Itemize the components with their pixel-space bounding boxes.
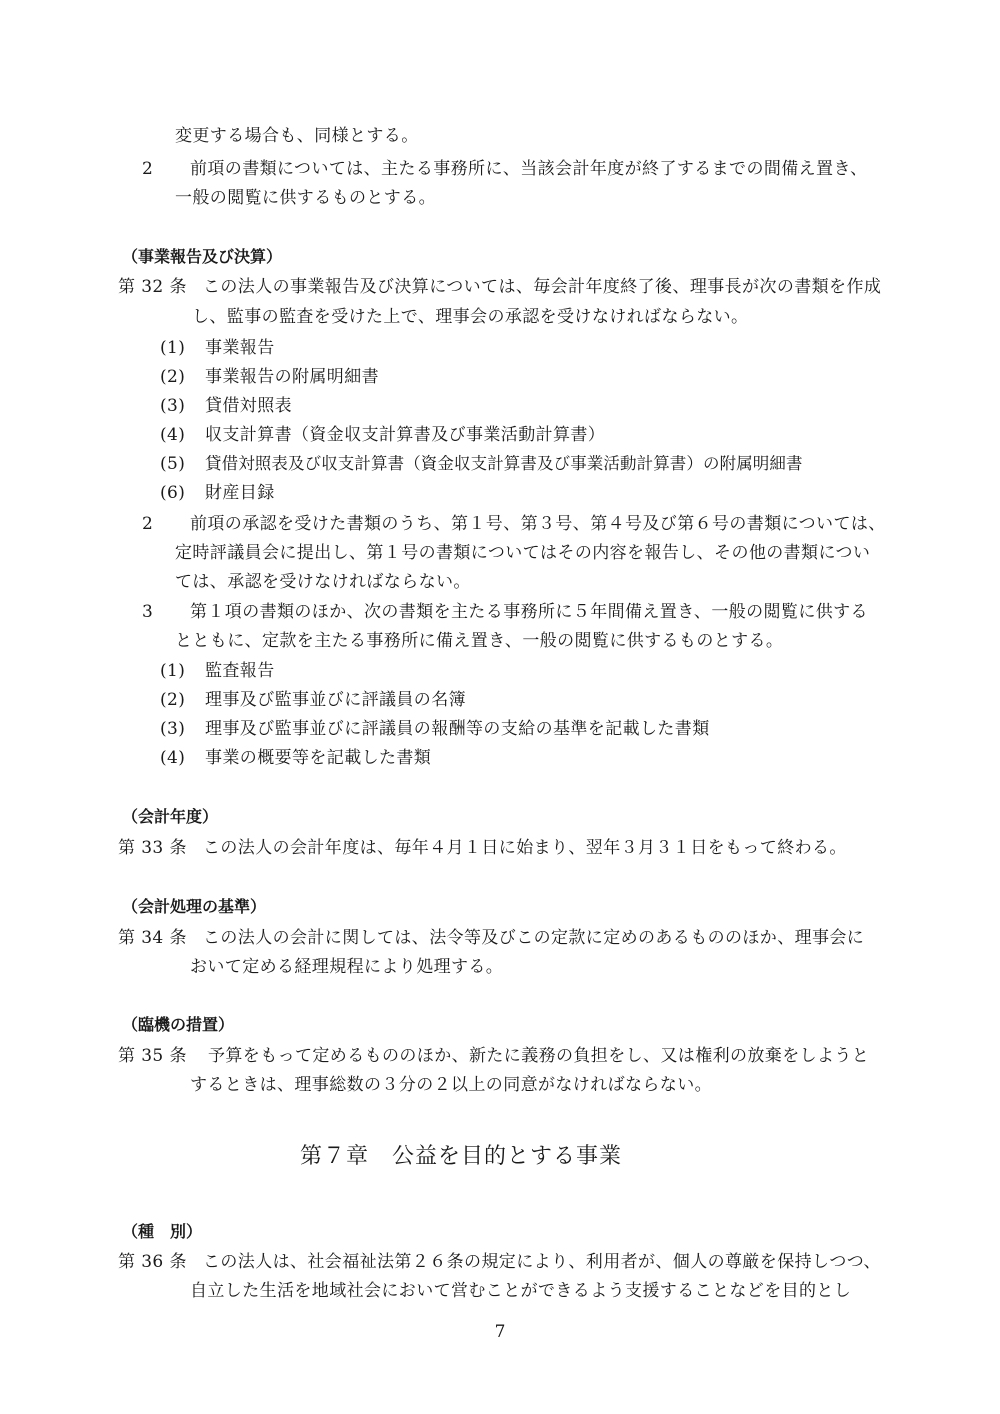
article-label: 第 36 条	[118, 1252, 187, 1272]
list-item-number: (2)	[160, 367, 186, 387]
article-line: この法人は、社会福祉法第２６条の規定により、利用者が、個人の尊厳を保持しつつ、	[203, 1252, 881, 1272]
article-heading: （事業報告及び決算）	[122, 247, 283, 266]
list-item-number: (2)	[160, 690, 186, 710]
paragraph-line: とともに、定款を主たる事務所に備え置き、一般の閲覧に供するものとする。	[175, 631, 784, 651]
article-line: この法人の会計年度は、毎年４月１日に始まり、翌年３月３１日をもって終わる。	[203, 838, 847, 858]
article-heading: （会計処理の基準）	[122, 897, 267, 916]
article-label: 第 33 条	[118, 838, 187, 858]
article-label: 第 35 条	[118, 1046, 187, 1066]
paragraph-line: 前項の書類については、主たる事務所に、当該会計年度が終了するまでの間備え置き、	[190, 159, 868, 179]
paragraph-number: 2	[142, 159, 154, 179]
list-item: 事業報告	[205, 338, 275, 358]
article-line: おいて定める経理規程により処理する。	[190, 957, 504, 977]
continuation-line: 変更する場合も、同様とする。	[175, 126, 419, 146]
article-heading: （種 別）	[122, 1222, 203, 1241]
article-line: するときは、理事総数の３分の２以上の同意がなければならない。	[190, 1075, 712, 1095]
list-item-number: (5)	[160, 454, 186, 474]
list-item: 財産目録	[205, 483, 275, 503]
list-item: 事業報告の附属明細書	[205, 367, 379, 387]
list-item-number: (3)	[160, 719, 186, 739]
paragraph-line: 第１項の書類のほか、次の書類を主たる事務所に５年間備え置き、一般の閲覧に供する	[190, 602, 868, 622]
list-item: 貸借対照表	[205, 396, 292, 416]
article-line: 自立した生活を地域社会において営むことができるよう支援することなどを目的とし	[190, 1281, 852, 1301]
list-item: 理事及び監事並びに評議員の名簿	[205, 690, 466, 710]
list-item-number: (4)	[160, 425, 186, 445]
article-line: 予算をもって定めるもののほか、新たに義務の負担をし、又は権利の放棄をしようと	[208, 1046, 870, 1066]
list-item: 監査報告	[205, 661, 275, 681]
article-line: この法人の事業報告及び決算については、毎会計年度終了後、理事長が次の書類を作成	[203, 277, 882, 297]
article-heading: （臨機の措置）	[122, 1015, 235, 1034]
paragraph-line: 一般の閲覧に供するものとする。	[175, 188, 436, 208]
list-item-number: (6)	[160, 483, 186, 503]
chapter-title: 第７章 公益を目的とする事業	[300, 1144, 623, 1169]
list-item: 事業の概要等を記載した書類	[205, 748, 432, 768]
article-line: この法人の会計に関しては、法令等及びこの定款に定めのあるもののほか、理事会に	[203, 928, 865, 948]
paragraph-number: 2	[142, 514, 154, 534]
list-item-number: (3)	[160, 396, 186, 416]
paragraph-line: 前項の承認を受けた書類のうち、第１号、第３号、第４号及び第６号の書類については、	[190, 514, 886, 534]
page-number: 7	[494, 1322, 506, 1342]
list-item-number: (1)	[160, 338, 186, 358]
list-item: 収支計算書（資金収支計算書及び事業活動計算書）	[205, 425, 606, 445]
list-item: 貸借対照表及び収支計算書（資金収支計算書及び事業活動計算書）の附属明細書	[205, 454, 803, 473]
article-label: 第 32 条	[118, 277, 187, 297]
list-item-number: (1)	[160, 661, 186, 681]
paragraph-line: ては、承認を受けなければならない。	[175, 572, 471, 592]
paragraph-number: 3	[142, 602, 154, 622]
article-label: 第 34 条	[118, 928, 187, 948]
article-heading: （会計年度）	[122, 807, 219, 826]
list-item: 理事及び監事並びに評議員の報酬等の支給の基準を記載した書類	[205, 719, 710, 739]
list-item-number: (4)	[160, 748, 186, 768]
paragraph-line: 定時評議員会に提出し、第１号の書類についてはその内容を報告し、その他の書類につい	[175, 543, 871, 563]
article-line: し、監事の監査を受けた上で、理事会の承認を受けなければならない。	[192, 307, 749, 327]
